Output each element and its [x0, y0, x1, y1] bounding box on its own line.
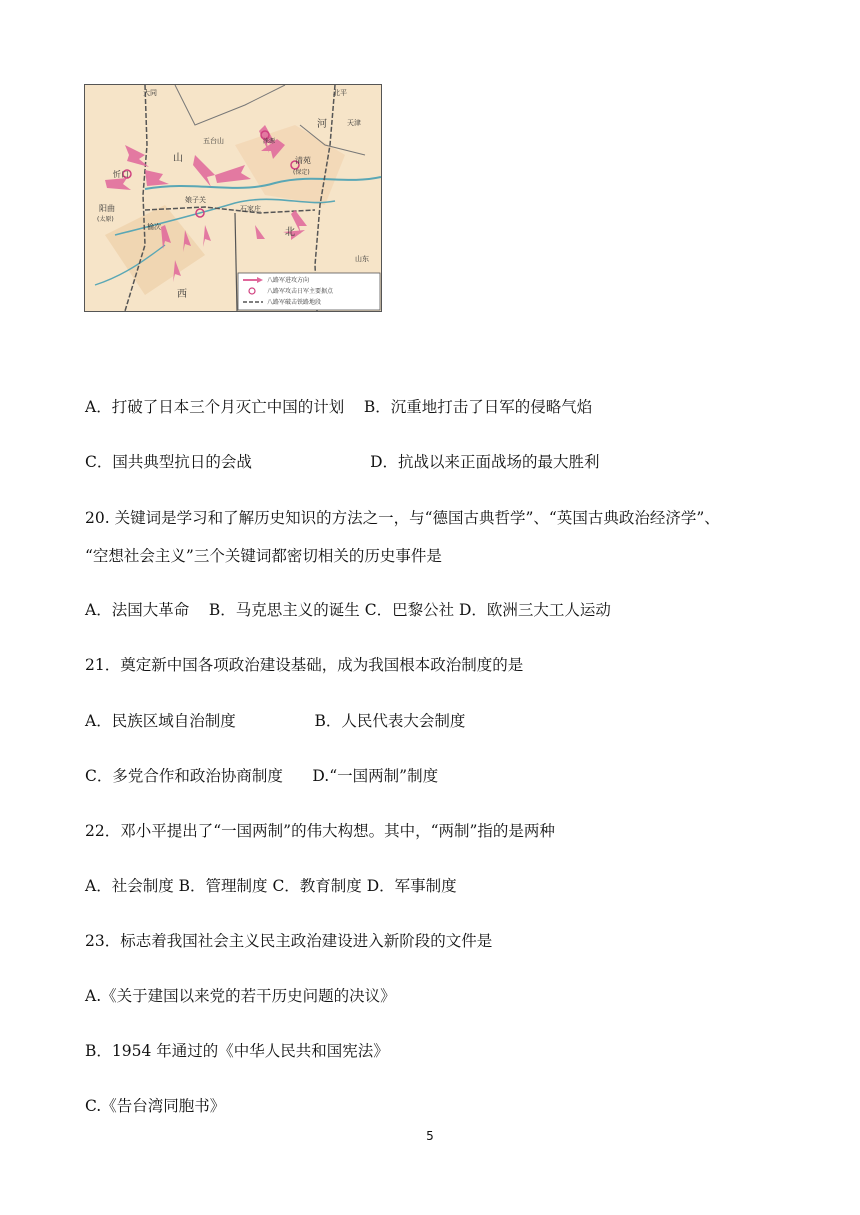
place-qingyuan: 清苑	[295, 156, 311, 165]
place-yuci: 榆次	[147, 223, 161, 231]
place-shijiazhuang: 石家庄	[240, 205, 261, 213]
place-yangqu: 阳曲	[99, 204, 115, 213]
region-bei: 北	[285, 227, 295, 238]
place-shandong: 山东	[355, 255, 369, 263]
place-datong: 大同	[143, 89, 157, 97]
legend-attack-direction: 八路军进攻方向	[267, 277, 310, 284]
region-he: 河	[317, 119, 327, 130]
q20-options: A．法国大革命 B．马克思主义的诞生 C．巴黎公社 D．欧洲三大工人运动	[85, 601, 611, 619]
place-tianjin: 天津	[347, 119, 361, 127]
place-beiping: 北平	[333, 89, 347, 97]
q23-option-c: C.《告台湾同胞书》	[85, 1097, 226, 1115]
legend-railway-sabotage: 八路军破击铁路地段	[267, 299, 322, 306]
q23-option-b: B．1954 年通过的《中华人民共和国宪法》	[85, 1042, 389, 1060]
q20-stem-line1: 20. 关键词是学习和了解历史知识的方法之一，与“德国古典哲学”、“英国古典政治经济学”、	[85, 509, 720, 527]
place-taiyuan: (太原)	[97, 216, 114, 223]
battle-map	[84, 84, 382, 312]
q19-options-ab: A．打破了日本三个月灭亡中国的计划 B．沉重地打击了日军的侵略气焰	[85, 398, 593, 416]
q22-stem: 22．邓小平提出了“一国两制”的伟大构想。其中，“两制”指的是两种	[85, 822, 555, 840]
q21-stem: 21．奠定新中国各项政治建设基础，成为我国根本政治制度的是	[85, 656, 524, 674]
map-legend	[238, 273, 380, 310]
region-shan: 山	[173, 153, 183, 164]
q23-stem: 23．标志着我国社会主义民主政治建设进入新阶段的文件是	[85, 932, 493, 950]
place-wutaishan: 五台山	[203, 137, 224, 145]
page-number: 5	[426, 1129, 434, 1143]
region-xi: 西	[177, 289, 187, 300]
q20-stem-line2: “空想社会主义”三个关键词都密切相关的历史事件是	[85, 547, 442, 565]
place-niangziguan: 娘子关	[185, 196, 206, 204]
place-xinkou: 忻口	[113, 170, 129, 179]
q19-options-cd: C．国共典型抗日的会战 D．抗战以来正面战场的最大胜利	[85, 453, 600, 471]
q21-options-cd: C．多党合作和政治协商制度 D.“一国两制”制度	[85, 767, 439, 785]
q23-option-a: A.《关于建国以来党的若干历史问题的决议》	[85, 987, 396, 1005]
q21-options-ab: A．民族区域自治制度 B．人民代表大会制度	[85, 712, 466, 730]
legend-strongpoint: 八路军攻击日军主要据点	[267, 288, 334, 295]
place-laiyuan: 涞源	[263, 138, 276, 145]
q22-options: A．社会制度 B．管理制度 C．教育制度 D．军事制度	[85, 877, 457, 895]
map-drawing	[85, 85, 381, 311]
place-baoding: (保定)	[293, 169, 310, 176]
